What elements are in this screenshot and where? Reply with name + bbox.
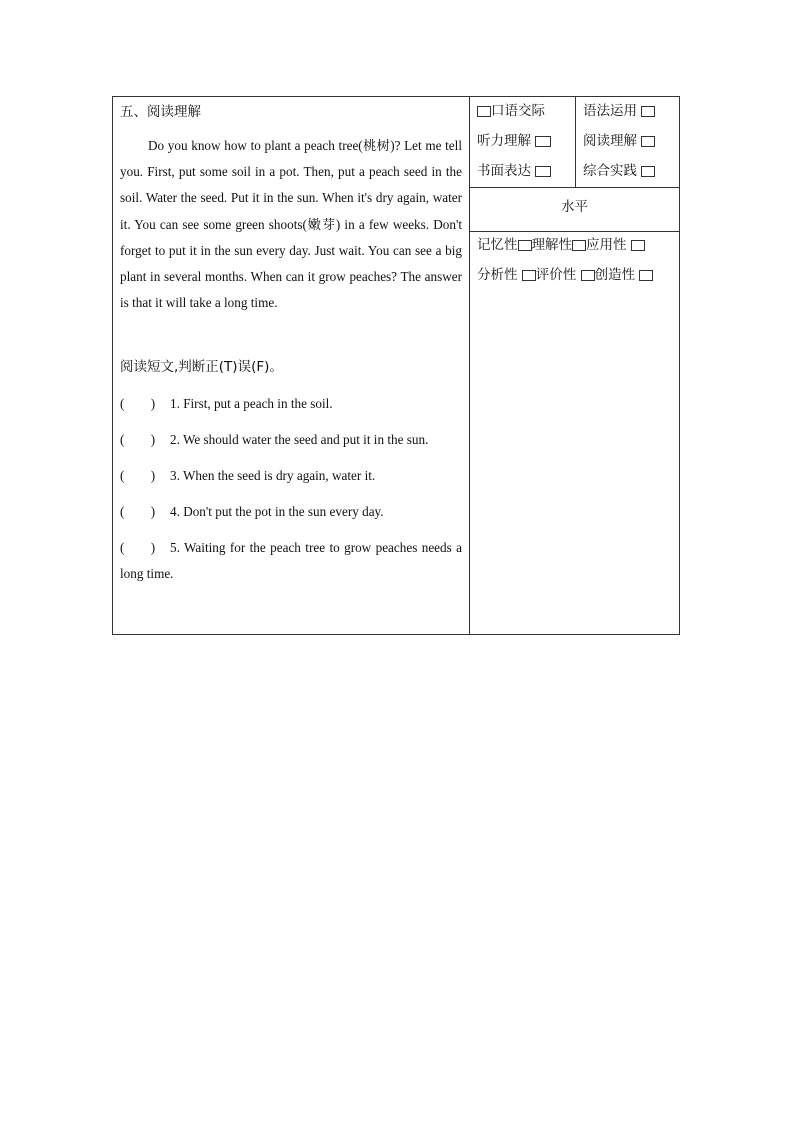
question-instruction: 阅读短文,判断正(T)误(F)。: [120, 359, 283, 375]
reading-checkbox[interactable]: [641, 136, 655, 147]
skill-label: 阅读理解: [583, 133, 637, 149]
evaluation-checkbox[interactable]: [581, 270, 595, 281]
question-3: [120, 463, 462, 489]
practice-checkbox[interactable]: [641, 166, 655, 177]
divider: [575, 97, 576, 187]
evaluation-panel: [470, 97, 679, 634]
skill-reading: [583, 129, 655, 149]
question-text: 1. First, put a peach in the soil.: [170, 396, 333, 411]
skill-label: 综合实践: [583, 163, 637, 179]
skill-label: 语法运用: [583, 103, 637, 119]
assessment-table: [112, 96, 680, 635]
reading-section: [113, 97, 470, 634]
level-label: 分析性: [477, 267, 518, 283]
answer-blank-3[interactable]: ( ): [120, 468, 156, 483]
question-2: [120, 427, 462, 453]
divider: [470, 231, 679, 232]
level-label: 理解性: [531, 237, 572, 253]
reading-passage: Do you know how to plant a peach tree(桃树)? Let me tell you. First, put some soil in a pot. Then, put a peach seed in the soil. Water the seed. Put it in the sun. When it's dry again, water it. You can see some green shoots(嫩芽) in a few weeks. Don't forget to put it in the sun every day. Just wait. You can see a big plant in several months. When can it grow peaches? The answer is that it will take a long time.: [120, 138, 462, 311]
creation-checkbox[interactable]: [639, 270, 653, 281]
question-4: [120, 499, 462, 525]
level-label: 记忆性: [477, 237, 518, 253]
skill-writing: [477, 159, 551, 179]
level-row-1: [477, 233, 645, 253]
skill-label: 口语交际: [491, 103, 545, 119]
question-5: [120, 535, 462, 587]
level-label: 评价性: [535, 267, 577, 283]
level-label: 创造性: [594, 267, 636, 283]
listening-checkbox[interactable]: [535, 136, 551, 147]
question-1: [120, 391, 462, 417]
grammar-checkbox[interactable]: [641, 106, 655, 117]
answer-blank-2[interactable]: ( ): [120, 432, 156, 447]
skill-grammar: [583, 99, 655, 119]
memory-checkbox[interactable]: [518, 240, 532, 251]
level-title: 水平: [561, 199, 588, 215]
level-label: 应用性: [586, 237, 627, 253]
skill-practice: [583, 159, 655, 179]
skill-oral: [477, 99, 545, 119]
divider: [470, 187, 679, 188]
application-checkbox[interactable]: [631, 240, 645, 251]
question-text: 5. Waiting for the peach tree to grow peaches needs a long time.: [120, 540, 462, 581]
skill-listening: [477, 129, 551, 149]
skill-label: 听力理解: [477, 133, 531, 149]
question-text: 2. We should water the seed and put it in the sun.: [170, 432, 429, 447]
oral-checkbox[interactable]: [477, 106, 491, 117]
answer-blank-4[interactable]: ( ): [120, 504, 156, 519]
question-text: 4. Don't put the pot in the sun every day.: [170, 504, 384, 519]
answer-blank-5[interactable]: ( ): [120, 540, 156, 555]
question-text: 3. When the seed is dry again, water it.: [170, 468, 376, 483]
section-title: 五、阅读理解: [120, 104, 201, 120]
answer-blank-1[interactable]: ( ): [120, 396, 156, 411]
understanding-checkbox[interactable]: [572, 240, 586, 251]
analysis-checkbox[interactable]: [522, 270, 536, 281]
writing-checkbox[interactable]: [535, 166, 551, 177]
skill-label: 书面表达: [477, 163, 531, 179]
level-row-2: [477, 263, 653, 283]
